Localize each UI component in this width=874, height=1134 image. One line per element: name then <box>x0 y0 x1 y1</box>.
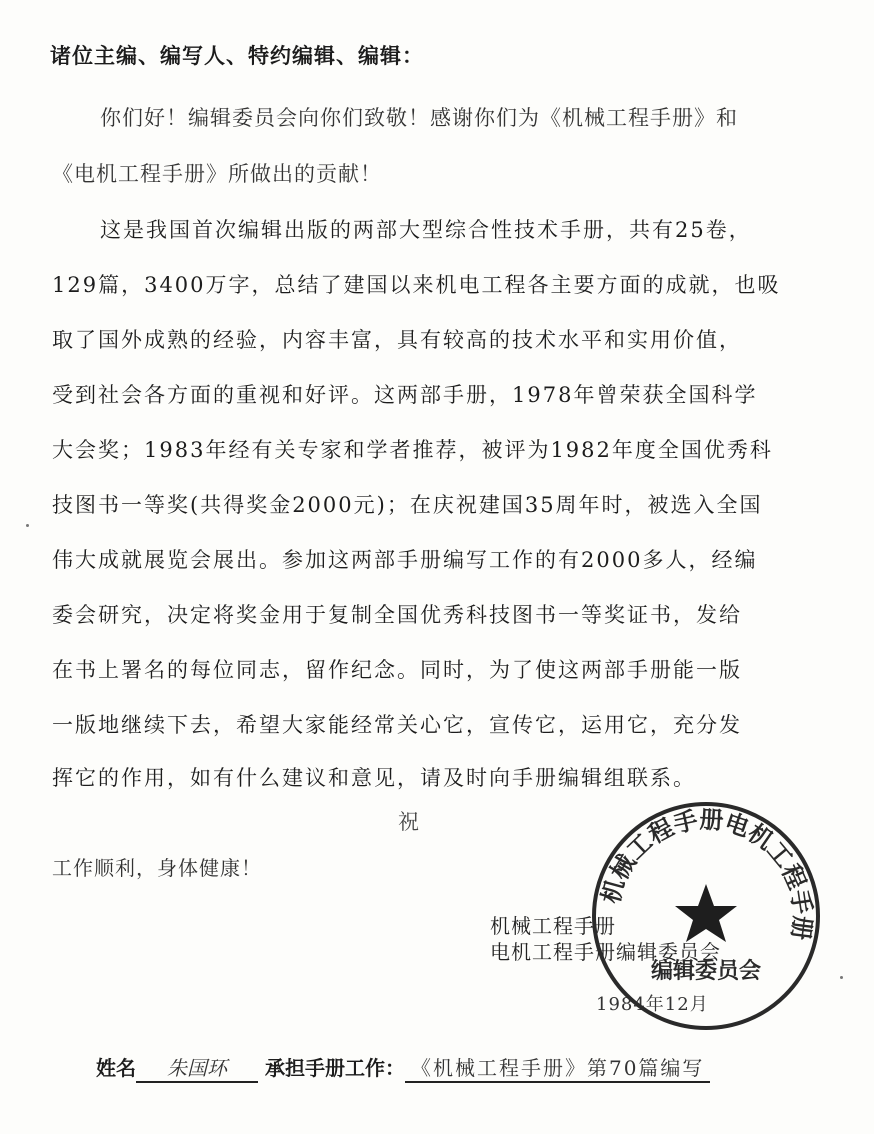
signature-date: 1984年12月 <box>596 994 709 1015</box>
salutation: 诸位主编、编写人、特约编辑、编辑： <box>50 44 424 68</box>
paper-speck <box>840 976 843 979</box>
greeting-line-2: 《电机工程手册》所做出的贡献！ <box>52 162 382 186</box>
body-line-4: 受到社会各方面的重视和好评。这两部手册，1978年曾荣获全国科学 <box>52 383 758 407</box>
recipient-footer <box>96 1052 710 1083</box>
signature-handbook-mechanical: 机械工程手册 <box>490 914 616 938</box>
body-line-8: 委会研究，决定将奖金用于复制全国优秀科技图书一等奖证书，发给 <box>52 603 742 627</box>
body-line-3: 取了国外成熟的经验，内容丰富，具有较高的技术水平和实用价值， <box>52 328 742 352</box>
paper-speck <box>26 524 29 527</box>
seal-center-text: 编辑委员会 <box>650 959 762 984</box>
body-line-2: 129篇，3400万字，总结了建国以来机电工程各主要方面的成就，也吸 <box>52 273 781 297</box>
signature-handbook-electrical: 电机工程手册 <box>490 940 616 964</box>
work-value: 《机械工程手册》第70篇编写 <box>405 1052 710 1083</box>
body-line-10: 一版地继续下去，希望大家能经常关心它，宣传它，运用它，充分发 <box>52 713 742 737</box>
name-label: 姓名 <box>96 1056 136 1080</box>
signature-committee: 编辑委员会 <box>616 940 721 964</box>
body-line-6: 技图书一等奖(共得奖金2000元)；在庆祝建国35周年时，被选入全国 <box>52 493 763 517</box>
name-value: 朱国环 <box>136 1052 258 1083</box>
official-seal-stamp <box>586 796 826 1036</box>
body-line-1: 这是我国首次编辑出版的两部大型综合性技术手册，共有25卷， <box>100 218 752 242</box>
body-line-9: 在书上署名的每位同志，留作纪念。同时，为了使这两部手册能一版 <box>52 658 742 682</box>
closing-zhu: 祝 <box>398 810 419 834</box>
seal-ring-text-path: 机械工程手册电机工程手册 <box>596 805 817 942</box>
greeting-line-1: 你们好！编辑委员会向你们致敬！感谢你们为《机械工程手册》和 <box>100 106 738 130</box>
body-line-11: 挥它的作用，如有什么建议和意见，请及时向手册编辑组联系。 <box>52 766 696 790</box>
closing-wish: 工作顺利，身体健康！ <box>52 856 262 880</box>
seal-star-icon <box>675 884 737 942</box>
body-line-7: 伟大成就展览会展出。参加这两部手册编写工作的有2000多人，经编 <box>52 548 758 572</box>
work-label: 承担手册工作： <box>264 1056 405 1080</box>
body-line-5: 大会奖；1983年经有关专家和学者推荐，被评为1982年度全国优秀科 <box>52 438 773 462</box>
